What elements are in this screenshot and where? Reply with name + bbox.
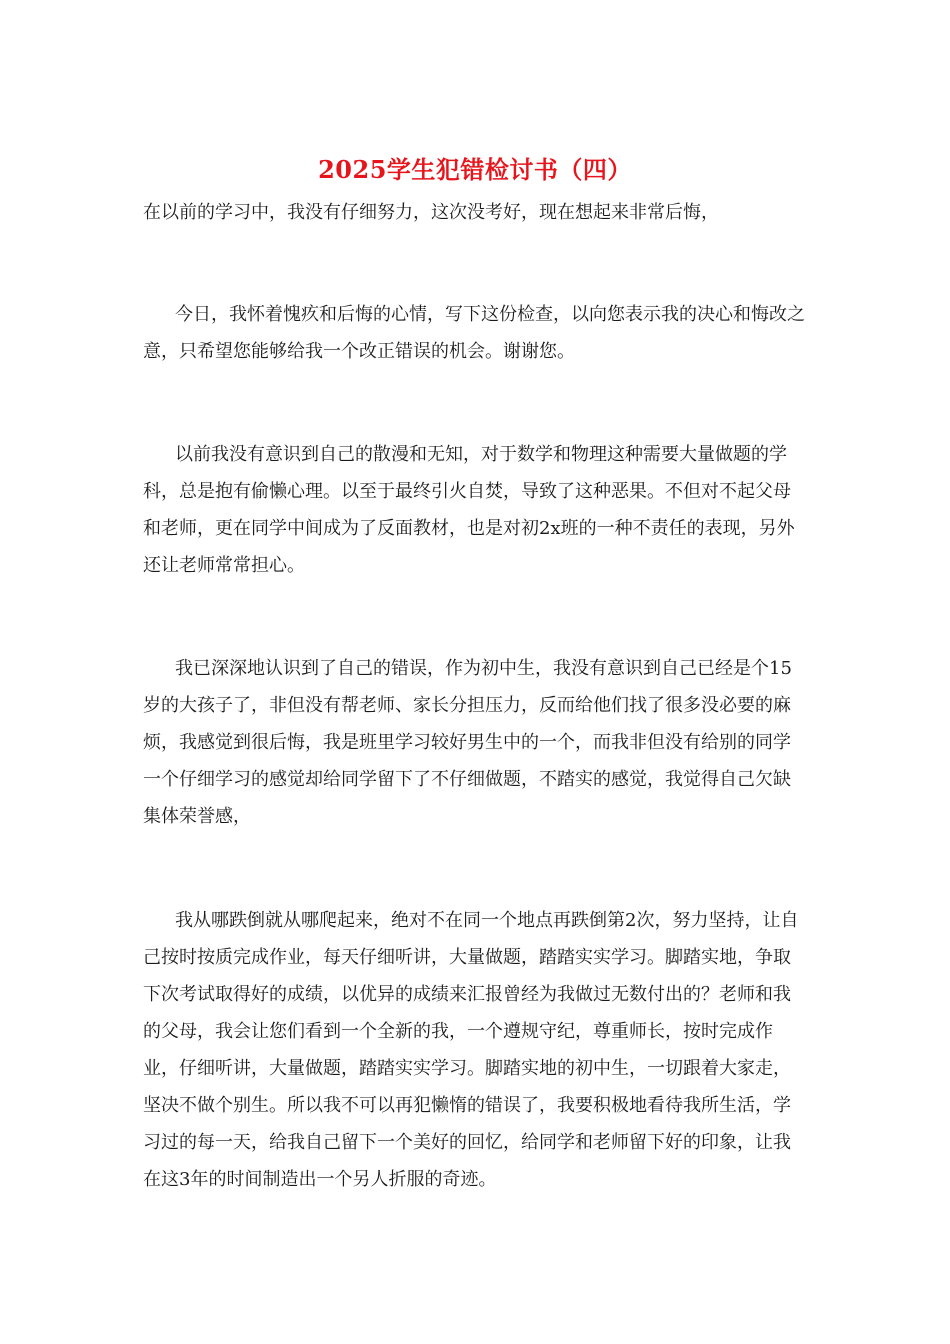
paragraph-4: 我已深深地认识到了自己的错误，作为初中生，我没有意识到自己已经是个15岁的大孩子了，非但没有帮老师、家长分担压力，反而给他们找了很多没必要的麻烦，我感觉到很后悔，我是班里学习较好男生中的一个，而我非但没有给别的同学一个仔细学习的感觉却给同学留下了不仔细做题，不踏实的感觉，我觉得自己欠缺集体荣誉感， — [143, 658, 792, 827]
paragraph-2: 今日，我怀着愧疚和后悔的心情，写下这份检查，以向您表示我的决心和悔改之意，只希望您能够给我一个改正错误的机会。谢谢您。 — [143, 304, 805, 362]
paragraph-1: 在以前的学习中，我没有仔细努力，这次没考好，现在想起来非常后悔， — [143, 202, 719, 223]
document-title: 2025学生犯错检讨书（四） — [318, 155, 632, 184]
paragraph-5: 我从哪跌倒就从哪爬起来，绝对不在同一个地点再跌倒第2次，努力坚持，让自己按时按质完成作业，每天仔细听讲，大量做题，踏踏实实学习。脚踏实地，争取下次考试取得好的成绩，以优异的成绩来汇报曾经为我做过无数付出的？老师和我的父母，我会让您们看到一个全新的我，一个遵规守纪，尊重师长，按时完成作业，仔细听讲，大量做题，踏踏实实学习。脚踏实地的初中生，一切跟着大家走，坚决不做个别生。所以我不可以再犯懒惰的错误了，我要积极地看待我所生活，学习过的每一天，给我自己留下一个美好的回忆，给同学和老师留下好的印象，让我在这3年的时间制造出一个另人折服的奇迹。 — [143, 910, 799, 1190]
paragraph-3: 以前我没有意识到自己的散漫和无知，对于数学和物理这种需要大量做题的学科，总是抱有偷懒心理。以至于最终引火自焚，导致了这种恶果。不但对不起父母和老师，更在同学中间成为了反面教材，也是对初2x班的一种不责任的表现，另外还让老师常常担心。 — [143, 444, 795, 576]
